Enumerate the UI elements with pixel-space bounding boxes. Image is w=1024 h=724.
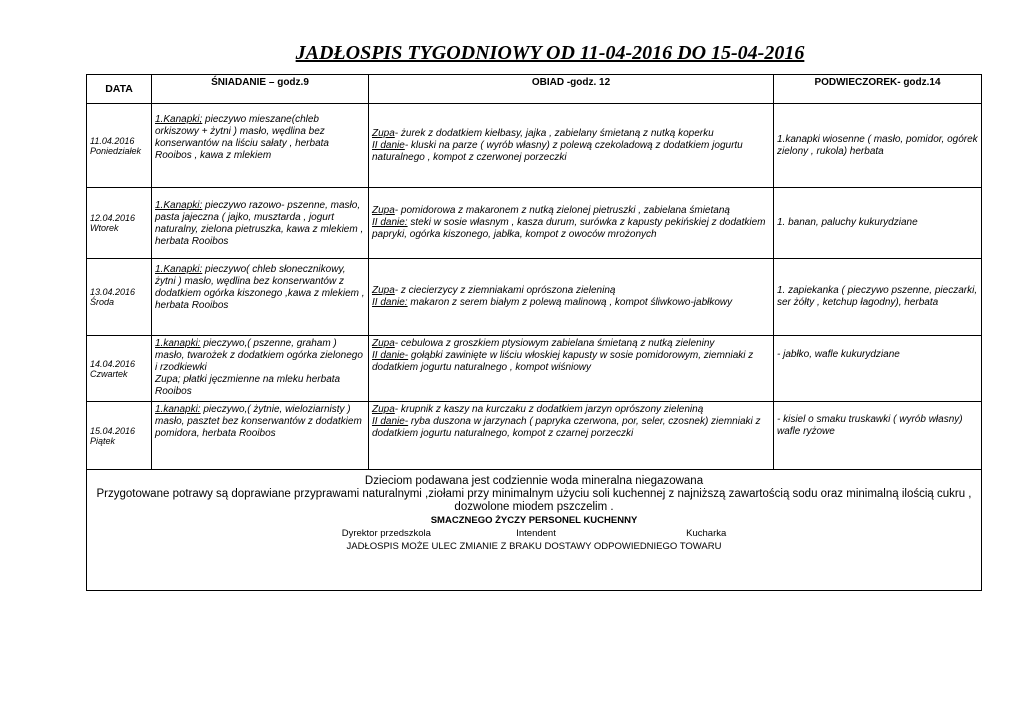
soup-text: - z ciecierzycy z ziemniakami oprószona zieleniną <box>394 285 616 296</box>
soup-label: Zupa <box>372 338 395 349</box>
lunch-cell <box>369 402 774 470</box>
breakfast-cell <box>152 336 369 402</box>
breakfast-label: 1.Kanapki; <box>155 114 203 125</box>
main-label: II danie: <box>372 297 408 308</box>
snack-cell: 1.kanapki wiosenne ( masło, pomidor, ogórek zielony , rukola) herbata <box>774 104 982 188</box>
date: 13.04.2016 <box>90 287 136 297</box>
lunch-cell <box>369 104 774 188</box>
seasoning-note: Przygotowane potrawy są doprawiane przyprawami naturalnymi ,ziołami przy minimalnym użyciu soli kuchennej z najniższą zawartością sodu oraz minimalną ilością cukru , dozwolone miodem pszczelim . <box>96 488 972 513</box>
snack-cell: - kisiel o smaku truskawki ( wyrób własny) wafle ryżowe <box>774 402 982 470</box>
weekday: Czwartek <box>90 368 128 379</box>
soup-text: - pomidorowa z makaronem z nutką zielonej pietruszki , zabielana śmietaną <box>394 205 730 216</box>
footer-row <box>87 470 982 591</box>
breakfast-text: pieczywo,( pszenne, graham ) masło, twarożek z dodatkiem ogórka zielonego i rzodkiewki <box>155 338 363 373</box>
date: 14.04.2016 <box>90 358 136 369</box>
date-cell <box>87 188 152 259</box>
weekday: Poniedziałek <box>90 145 142 156</box>
soup-label: Zupa <box>372 285 395 296</box>
soup-text: - żurek z dodatkiem kiełbasy, jajka , zabielany śmietaną z nutką koperku <box>394 127 714 139</box>
snack-cell: 1. zapiekanka ( pieczywo pszenne, pieczarki, ser żółty , ketchup łagodny), herbata <box>774 259 982 336</box>
breakfast-extra-text: Zupa; płatki jęczmienne na mleku herbata Rooibos <box>155 374 341 397</box>
snack-cell: - jabłko, wafle kukurydziane <box>774 336 982 402</box>
signature-director: Dyrektor przedszkola <box>341 528 431 539</box>
footer-notes <box>87 470 982 591</box>
main-label: II danie: <box>372 217 408 228</box>
header-snack: PODWIECZOREK- godz.14 <box>774 75 982 104</box>
date-cell <box>87 336 152 402</box>
soup-text: - krupnik z kaszy na kurczaku z dodatkiem jarzyn oprószony zieleniną <box>394 404 704 415</box>
weekday: Wtorek <box>90 223 119 233</box>
signatures <box>90 527 978 540</box>
lunch-cell <box>369 188 774 259</box>
weekday: Piątek <box>90 435 116 446</box>
water-note: Dzieciom podawana jest codziennie woda mineralna niegazowana <box>364 475 704 487</box>
table-row <box>87 259 982 336</box>
main-label: II danie- <box>372 416 409 427</box>
main-text: - kluski na parze ( wyrób własny) z polewą czekoladową z dodatkiem jogurtu naturalnego , kompot z czerwonej porzeczki <box>372 139 743 163</box>
date-cell <box>87 259 152 336</box>
main-text: ryba duszona w jarzynach ( papryka czerwona, por, seler, czosnek) ziemniaki z dodatkiem jogurtu naturalnego, kompot z czarnej porzeczki <box>372 416 761 439</box>
soup-label: Zupa <box>372 127 395 139</box>
breakfast-label: 1.kanapki: <box>155 404 201 415</box>
breakfast-cell <box>152 402 369 470</box>
date: 12.04.2016 <box>90 213 136 223</box>
breakfast-text: pieczywo,( żytnie, wieloziarnisty ) masło, pasztet bez konserwantów z dodatkiem pomidora, herbata Rooibos <box>155 404 362 439</box>
main-text: makaron z serem białym z polewą malinową , kompot śliwkowo-jabłkowy <box>407 297 733 308</box>
date-cell <box>87 104 152 188</box>
table-row <box>87 188 982 259</box>
soup-label: Zupa <box>372 404 395 415</box>
breakfast-text: pieczywo mieszane(chleb orkiszowy + żytni ) masło, wędlina bez konserwantów na liściu sałaty , herbata Rooibos , kawa z mlekiem <box>155 114 329 161</box>
header-lunch: OBIAD -godz. 12 <box>369 75 774 104</box>
main-label: II danie <box>372 139 405 151</box>
page-title: JADŁOSPIS TYGODNIOWY OD 11-04-2016 DO 15-04-2016 <box>295 42 805 64</box>
date-cell <box>87 402 152 470</box>
breakfast-text: pieczywo( chleb słonecznikowy, żytni ) masło, wędlina bez konserwantów z dodatkiem ogórka kiszonego ,kawa z mlekiem , herbata Rooibos <box>155 264 365 311</box>
weekday: Środa <box>90 297 115 307</box>
main-text: gołąbki zawinięte w liściu włoskiej kapusty w sosie pomidorowym, ziemniaki z dodatkiem jogurtu naturalnego , kompot wiśniowy <box>372 350 754 373</box>
breakfast-cell <box>152 259 369 336</box>
signature-intendent: Intendent <box>516 528 556 539</box>
change-note: JADŁOSPIS MOŻE ULEC ZMIANIE Z BRAKU DOSTAWY ODPOWIEDNIEGO TOWARU <box>346 541 722 552</box>
soup-text: - cebulowa z groszkiem ptysiowym zabielana śmietaną z nutką zieleniny <box>394 338 715 349</box>
date: 15.04.2016 <box>90 425 136 436</box>
snack-cell: 1. banan, paluchy kukurydziane <box>774 188 982 259</box>
signature-cook: Kucharka <box>686 528 727 539</box>
soup-label: Zupa <box>372 205 395 216</box>
breakfast-label: 1.kanapki: <box>155 338 201 349</box>
lunch-cell <box>369 336 774 402</box>
lunch-cell <box>369 259 774 336</box>
header-date: DATA <box>87 75 152 104</box>
header-row <box>87 75 982 104</box>
table-row <box>87 104 982 188</box>
breakfast-text: pieczywo razowo- pszenne, masło, pasta jajeczna ( jajko, musztarda , jogurt naturalny, zielona pietruszka, kawa z mlekiem , herbata Rooibos <box>155 200 364 247</box>
staff-greeting: SMACZNEGO ŻYCZY PERSONEL KUCHENNY <box>430 515 638 526</box>
table-row <box>87 336 982 402</box>
breakfast-cell <box>152 188 369 259</box>
main-label: II danie- <box>372 350 409 361</box>
header-breakfast: ŚNIADANIE – godz.9 <box>152 75 369 104</box>
breakfast-label: 1.Kanapki: <box>155 200 203 211</box>
main-text: steki w sosie własnym , kasza durum, surówka z kapusty pekińskiej z dodatkiem papryki, ogórka kiszonego, jabłka, kompot z owoców mrożonych <box>372 217 766 240</box>
breakfast-label: 1.Kanapki: <box>155 264 203 275</box>
breakfast-cell <box>152 104 369 188</box>
table-row <box>87 402 982 470</box>
menu-table <box>86 74 982 591</box>
date: 11.04.2016 <box>90 135 135 146</box>
